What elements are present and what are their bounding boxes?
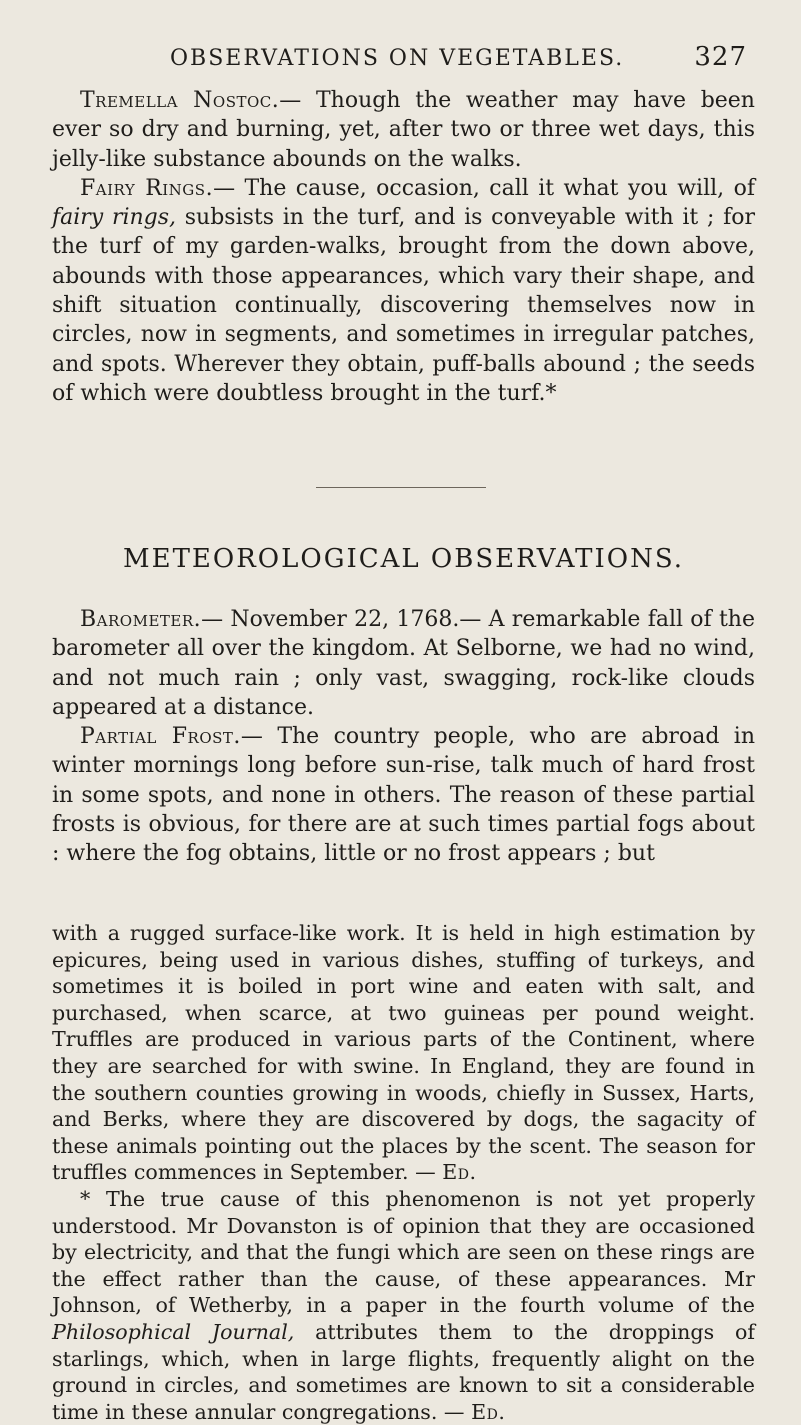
section-divider: [316, 487, 486, 488]
entry-fairy-rings: [52, 174, 755, 408]
page-number: 327: [694, 42, 747, 72]
footnote-editor-sign: Ed.: [442, 1160, 477, 1185]
section-heading: METEOROLOGICAL OBSERVATIONS.: [122, 544, 684, 574]
footnote-editor-sign: Ed.: [471, 1399, 506, 1424]
meteorological-section: [52, 605, 755, 869]
footnotes: [52, 920, 755, 1425]
entry-term: Tremella Nostoc.: [80, 88, 280, 113]
entry-text: — Though the weather may have been ever so dry and burning, yet, after two or three wet days, this jelly-like substance abounds on the walks.: [52, 88, 755, 172]
footnote-text: attributes them to the droppings of starlings, which, when in large flights, frequently alight on the ground in circles, and sometimes are known to sit a considerable time in these annular congregations. —: [52, 1319, 755, 1424]
entry-text: — The cause, occasion, call it what you will, of: [213, 175, 755, 201]
footnote-emphasis: Philosophical Journal,: [52, 1319, 295, 1344]
entry-partial-frost: [52, 722, 755, 868]
running-head-title: OBSERVATIONS ON VEGETABLES.: [170, 46, 625, 71]
vegetables-section: [52, 86, 755, 408]
entry-text: subsists in the turf, and is conveyable with it ; for the turf of my garden-walks, brought from the down above, abounds with those appearances, which vary their shape, and shift situation continually, discovering themselves now in circles, now in segments, and sometimes in irregular patches, and spots. Wherever they obtain, puff-balls abound ; the seeds of which were doubtless brought in the turf.*: [52, 205, 755, 406]
footnote-continuation: [52, 920, 755, 1186]
entry-emphasis: fairy rings,: [52, 205, 177, 231]
entry-barometer: [52, 605, 755, 722]
running-head: [170, 42, 747, 72]
entry-term: Partial Frost.: [80, 724, 241, 750]
entry-tremella-nostoc: [52, 86, 755, 174]
entry-term: Fairy Rings.: [80, 175, 214, 201]
footnote-text: * The true cause of this phenomenon is not yet properly understood. Mr Dovanston is of opinion that they are occasioned by electricity, and that the fungi which are seen on these rings are the effect rather than the cause, of these appearances. Mr Johnson, of Wetherby, in a paper in the fourth volume of the: [52, 1186, 755, 1318]
entry-text: — November 22, 1768.— A remarkable fall of the barometer all over the kingdom. At Selborne, we had no wind, and not much rain ; only vast, swagging, rock-like clouds appeared at a distance.: [52, 607, 755, 720]
footnote-fairy-rings: [52, 1186, 755, 1425]
entry-term: Barometer.: [80, 607, 202, 632]
entry-text: — The country people, who are abroad in winter mornings long before sun-rise, talk much of hard frost in some spots, and none in others. The reason of these partial frosts is obvious, for there are at such times partial fogs about : where the fog obtains, little or no frost appears ; but: [52, 724, 755, 867]
footnote-text: with a rugged surface-like work. It is held in high estimation by epicures, being used in various dishes, stuffing of turkeys, and sometimes it is boiled in port wine and eaten with salt, and purchased, when scarce, at two guineas per pound weight. Truffles are produced in various parts of the Continent, where they are searched for with swine. In England, they are found in the southern counties growing in woods, chiefly in Sussex, Harts, and Berks, where they are discovered by dogs, the sagacity of these animals pointing out the places by the scent. The season for truffles commences in September. —: [52, 921, 755, 1185]
